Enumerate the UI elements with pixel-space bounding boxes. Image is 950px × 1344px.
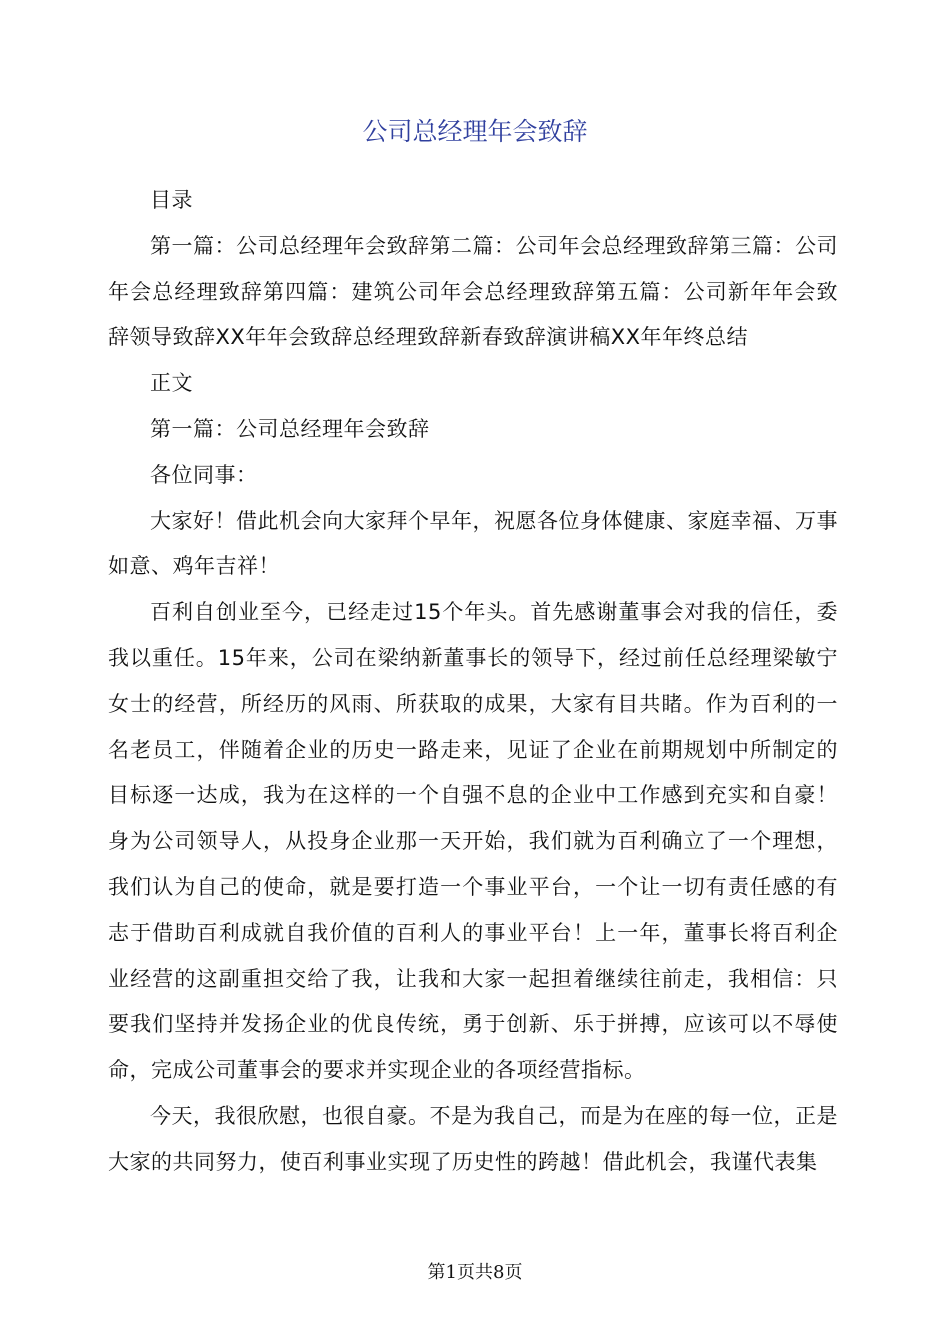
paragraph-greeting: 大家好！借此机会向大家拜个早年，祝愿各位身体健康、家庭幸福、万事如意、鸡年吉祥！: [108, 508, 838, 579]
paragraph-chapter-title: 第一篇：公司总经理年会致辞: [150, 416, 430, 441]
paragraph-toc-heading: 目录: [150, 188, 193, 212]
page-footer: 第1页共8页: [427, 1262, 523, 1283]
paragraph-body-heading: 正文: [150, 371, 193, 396]
paragraph-today: 今天，我很欣慰，也很自豪。不是为我自己，而是为在座的每一位，正是大家的共同努力，使百利事业实现了历史性的跨越！借此机会，我谨代表集: [108, 1103, 838, 1174]
paragraph-history: 百利自创业至今，已经走过15个年头。首先感谢董事会对我的信任，委我以重任。15年来，公司在梁纳新董事长的领导下，经过前任总经理梁敏宁女士的经营，所经历的风雨、所获取的成果，大家有目共睹。作为百利的一名老员工，伴随着企业的历史一路走来，见证了企业在前期规划中所制定的目标逐一达成，我为在这样的一个自强不息的企业中工作感到充实和自豪！身为公司领导人，从投身企业那一天开始，我们就为百利确立了一个理想，我们认为自己的使命，就是要打造一个事业平台，一个让一切有责任感的有志于借助百利成就自我价值的百利人的事业平台！上一年，董事长将百利企业经营的这副重担交给了我，让我和大家一起担着继续往前走，我相信：只要我们坚持并发扬企业的优良传统，勇于创新、乐于拼搏，应该可以不辱使命，完成公司董事会的要求并实现企业的各项经营指标。: [108, 600, 838, 1083]
paragraph-salutation: 各位同事：: [150, 462, 258, 487]
document-body: [108, 178, 838, 1186]
paragraph-toc-list: 第一篇：公司总经理年会致辞第二篇：公司年会总经理致辞第三篇：公司年会总经理致辞第四篇：建筑公司年会总经理致辞第五篇：公司新年年会致辞领导致辞XX年年会致辞总经理致辞新春致辞演讲稿XX年年终总结: [108, 233, 838, 350]
document-title: 公司总经理年会致辞: [362, 117, 588, 146]
